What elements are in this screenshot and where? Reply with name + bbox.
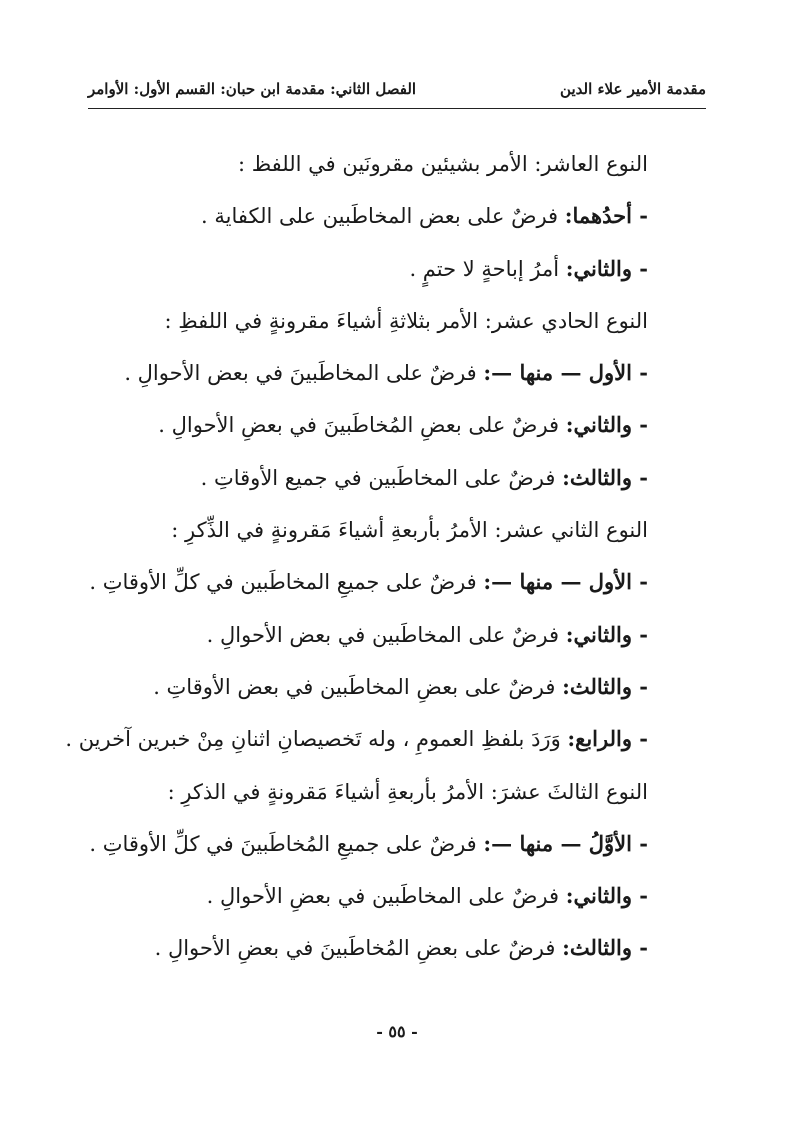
line-lead: - والثالث:: [562, 935, 648, 961]
list-item: [110, 190, 648, 242]
line-text: أمرُ إباحةٍ لا حتمٍ .: [409, 256, 566, 281]
section-heading: [110, 295, 648, 347]
line-lead: - الأول — منها —:: [483, 569, 648, 595]
line-lead: - الأول — منها —:: [483, 360, 648, 386]
line-text: فرضٌ على بعضِ المُخاطَبينَ في بعضِ الأحوالِ .: [158, 413, 566, 438]
line-lead: - والثالث:: [562, 464, 648, 490]
line-text: النوع الثالثَ عشرَ: الأمرُ بأربعةِ أشياءَ مَقرونةٍ في الذكرِ :: [167, 779, 648, 804]
list-item: [110, 661, 648, 713]
line-text: فرضٌ على المخاطَبين في بعضِ الأحوالِ .: [206, 884, 566, 909]
line-text: فرضٌ على بعضِ المُخاطَبينَ في بعضِ الأحوالِ .: [154, 936, 563, 961]
line-lead: - الأوَّلُ — منها —:: [483, 830, 648, 856]
section-heading: [110, 504, 648, 556]
page-body: [65, 138, 648, 975]
header-chapter-title: الفصل الثاني: مقدمة ابن حبان: القسم الأول: الأوامر: [88, 80, 417, 98]
line-text: النوع الثاني عشر: الأمرُ بأربعةِ أشياءَ مَقرونةٍ في الذِّكرِ :: [171, 518, 648, 543]
line-lead: - والثاني:: [565, 621, 648, 647]
line-text: فرضٌ على المخاطَبين في بعض الأحوالِ .: [206, 622, 566, 647]
list-item: [89, 818, 648, 870]
line-text: فرضٌ على بعضِ المخاطَبين في بعض الأوقاتِ .: [153, 674, 563, 699]
list-item: [110, 922, 648, 974]
section-heading: [110, 766, 648, 818]
line-text: فرضٌ على المخاطَبينَ في بعض الأحوالِ .: [124, 361, 484, 386]
list-item: [110, 452, 648, 504]
line-text: فرضٌ على المخاطَبين في جميع الأوقاتِ .: [200, 465, 563, 490]
line-text: النوع الحادي عشر: الأمر بثلاثةِ أشياءَ مقرونةٍ في اللفظِ :: [164, 308, 648, 333]
section-heading: [110, 138, 648, 190]
line-lead: - والثاني:: [565, 412, 648, 438]
line-lead: - والرابع:: [567, 726, 648, 752]
list-item: [110, 399, 648, 451]
line-text: فرضٌ على بعض المخاطَبين على الكفاية .: [201, 204, 565, 229]
line-text: وَرَدَ بلفظِ العمومِ ، وله تَخصيصانِ اثنانِ مِنْ خبرين آخرين .: [65, 727, 568, 752]
list-item: [89, 556, 648, 608]
page-number: - ٥٥ -: [376, 1022, 418, 1041]
line-lead: - والثالث:: [562, 673, 648, 699]
list-item: [110, 347, 648, 399]
header-book-title: مقدمة الأمير علاء الدين: [560, 80, 706, 98]
line-lead: - والثاني:: [565, 255, 648, 281]
list-item: [110, 609, 648, 661]
list-item: [110, 243, 648, 295]
line-text: فرضٌ على جميعِ المُخاطَبينَ في كلِّ الأوقاتِ .: [89, 831, 484, 856]
line-lead: - والثاني:: [565, 883, 648, 909]
line-text: النوع العاشر: الأمر بشيئين مقرونَين في اللفظ :: [237, 152, 648, 176]
running-header: [88, 74, 706, 104]
list-item: [110, 870, 648, 922]
line-lead: - أحدُهما:: [564, 203, 648, 229]
line-text: فرضٌ على جميعِ المخاطَبين في كلِّ الأوقاتِ .: [89, 570, 484, 595]
header-rule: [88, 108, 706, 109]
list-item: [65, 713, 648, 765]
